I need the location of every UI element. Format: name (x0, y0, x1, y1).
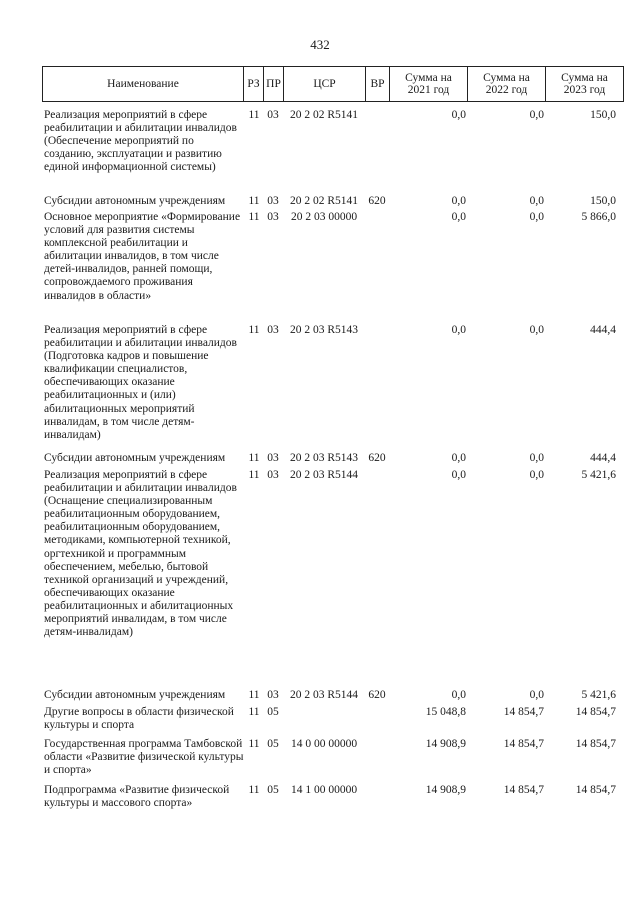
row-pr: 03 (267, 452, 279, 464)
row-pr: 03 (267, 195, 279, 207)
row-name: Субсидии автономным учреждениям (44, 195, 226, 207)
row-sum-2023: 150,0 (590, 109, 616, 121)
row-sum-2021: 14 908,9 (425, 738, 466, 750)
row-csr: 20 2 02 R5141 (289, 195, 359, 207)
row-sum-2023: 5 866,0 (581, 211, 616, 223)
row-csr: 20 2 03 R5143 (289, 324, 359, 336)
header-vr: ВР (366, 66, 390, 102)
header-csr: ЦСР (284, 66, 366, 102)
page-number: 432 (310, 37, 330, 52)
row-sum-2022: 14 854,7 (503, 706, 544, 718)
row-rz: 11 (248, 469, 260, 481)
row-name: Подпрограмма «Развитие физической культуры и массового спорта» (44, 784, 230, 810)
row-name: Реализация мероприятий в сфере реабилитации и абилитации инвалидов (Подготовка кадров и повышение квалификации специалистов, обеспечивающих оказание реабилитационных и (или) абилитационных мероприятий инвалидам, в том числе детям-инвалидам) (44, 324, 237, 441)
row-sum-2023: 444,4 (590, 324, 616, 336)
row-sum-2022: 0,0 (529, 195, 544, 207)
row-csr: 20 2 03 R5144 (289, 469, 359, 481)
row-name: Другие вопросы в области физической культуры и спорта (44, 706, 234, 732)
row-sum-2021: 14 908,9 (425, 784, 466, 796)
row-sum-2021: 0,0 (451, 324, 466, 336)
row-sum-2021: 0,0 (451, 195, 466, 207)
row-sum-2022: 0,0 (529, 324, 544, 336)
header-rz: РЗ (244, 66, 264, 102)
row-sum-2023: 5 421,6 (581, 469, 616, 481)
row-name: Реализация мероприятий в сфере реабилитации и абилитации инвалидов (Оснащение специализированным реабилитационным оборудованием, реабилитационным оборудованием, методиками, компьютерной техникой, оргтехникой и программным обеспечением, мебелью, бытовой техникой организаций и учреждений, обеспечивающих оказание реабилитационных и абилитационных мероприятий инвалидам, в том числе детям-инвалидам) (44, 469, 237, 639)
row-rz: 11 (248, 109, 260, 121)
row-name: Основное мероприятие «Формирование условий для развития системы комплексной реабилитации и абилитации инвалидов, в том числе детей-инвалидов, ранней помощи, сопровождаемого проживания инвалидов в области» (44, 211, 241, 302)
row-pr: 05 (267, 706, 279, 718)
row-csr: 14 0 00 00000 (290, 738, 358, 750)
row-name: Субсидии автономным учреждениям (44, 689, 226, 701)
row-sum-2022: 0,0 (529, 452, 544, 464)
row-csr: 20 2 03 R5143 (289, 452, 359, 464)
row-sum-2021: 0,0 (451, 109, 466, 121)
row-sum-2022: 0,0 (529, 689, 544, 701)
row-csr: 20 2 03 00000 (290, 211, 358, 223)
row-csr: 20 2 02 R5141 (289, 109, 359, 121)
row-rz: 11 (248, 324, 260, 336)
row-rz: 11 (248, 784, 260, 796)
row-csr: 20 2 03 R5144 (289, 689, 359, 701)
row-pr: 03 (267, 689, 279, 701)
row-name: Государственная программа Тамбовской области «Развитие физической культуры и спорта» (44, 738, 244, 777)
row-sum-2022: 0,0 (529, 109, 544, 121)
row-sum-2022: 14 854,7 (503, 784, 544, 796)
row-sum-2023: 14 854,7 (575, 784, 616, 796)
row-rz: 11 (248, 738, 260, 750)
row-rz: 11 (248, 211, 260, 223)
row-vr: 620 (368, 452, 386, 464)
row-vr: 620 (368, 195, 386, 207)
header-pr: ПР (264, 66, 284, 102)
row-sum-2021: 15 048,8 (425, 706, 466, 718)
row-sum-2021: 0,0 (451, 211, 466, 223)
row-sum-2023: 14 854,7 (575, 706, 616, 718)
row-rz: 11 (248, 689, 260, 701)
row-pr: 03 (267, 324, 279, 336)
row-vr: 620 (368, 689, 386, 701)
row-sum-2023: 150,0 (590, 195, 616, 207)
row-sum-2021: 0,0 (451, 469, 466, 481)
row-pr: 03 (267, 211, 279, 223)
row-rz: 11 (248, 706, 260, 718)
row-sum-2023: 5 421,6 (581, 689, 616, 701)
row-sum-2022: 14 854,7 (503, 738, 544, 750)
row-csr: 14 1 00 00000 (290, 784, 358, 796)
header-name: Наименование (42, 66, 244, 102)
row-sum-2022: 0,0 (529, 211, 544, 223)
row-sum-2022: 0,0 (529, 469, 544, 481)
row-sum-2021: 0,0 (451, 452, 466, 464)
header-sum-2021: Сумма на 2021 год (390, 66, 468, 102)
row-name: Субсидии автономным учреждениям (44, 452, 226, 464)
row-pr: 03 (267, 469, 279, 481)
row-sum-2023: 14 854,7 (575, 738, 616, 750)
row-sum-2021: 0,0 (451, 689, 466, 701)
row-name: Реализация мероприятий в сфере реабилитации и абилитации инвалидов (Обеспечение мероприятий по созданию, эксплуатации и развитию единой информационной системы) (44, 109, 237, 174)
row-rz: 11 (248, 195, 260, 207)
header-sum-2023: Сумма на 2023 год (546, 66, 624, 102)
row-rz: 11 (248, 452, 260, 464)
row-sum-2023: 444,4 (590, 452, 616, 464)
row-pr: 05 (267, 738, 279, 750)
header-sum-2022: Сумма на 2022 год (468, 66, 546, 102)
row-pr: 05 (267, 784, 279, 796)
row-pr: 03 (267, 109, 279, 121)
